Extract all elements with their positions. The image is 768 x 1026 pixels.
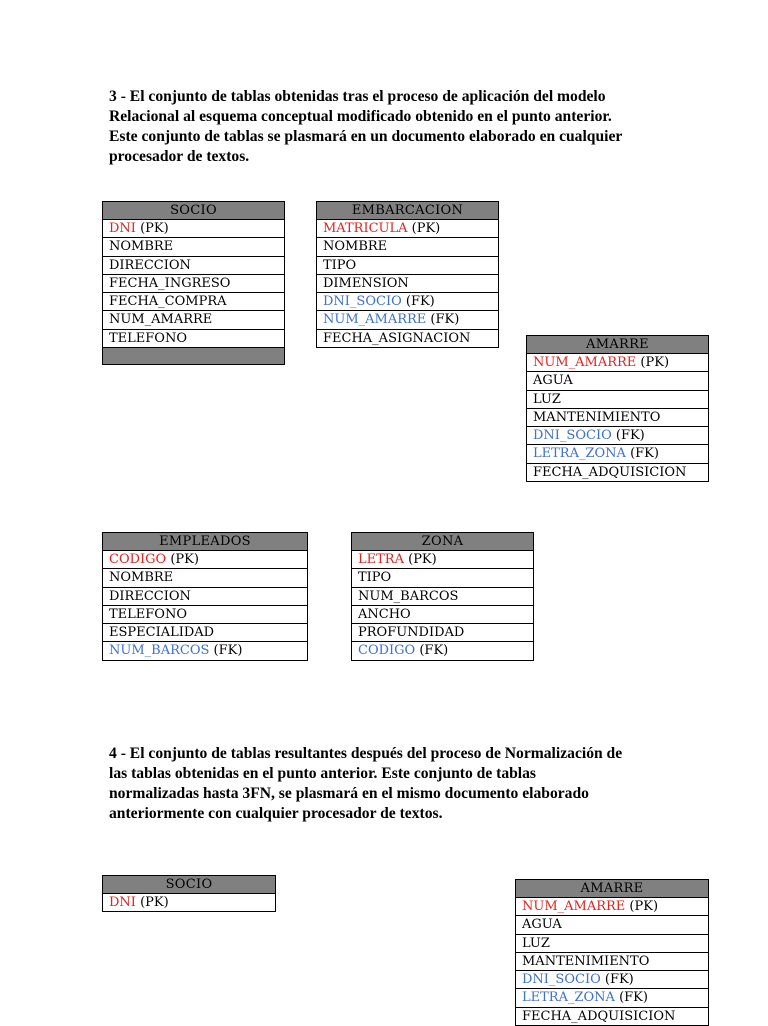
section-4-line: 4 - El conjunto de tablas resultantes después del proceso de Normalización de (109, 745, 623, 762)
table-row (516, 989, 708, 1007)
field-name: FECHA_ADQUISICION (533, 464, 687, 480)
field-name: ANCHO (358, 606, 411, 622)
table-row (317, 293, 498, 311)
field-name-fk: DNI_SOCIO (323, 294, 402, 310)
table-row (317, 257, 498, 275)
table-row (103, 624, 307, 642)
table-row (527, 372, 708, 390)
field-name-pk: MATRICULA (323, 221, 408, 236)
table-amarre-normalized (515, 879, 709, 1026)
field-name: DIRECCION (109, 257, 191, 273)
field-name: AGUA (522, 917, 562, 933)
table-row (352, 588, 533, 606)
table-row (317, 330, 498, 347)
table-row (103, 275, 284, 293)
field-name-fk: NUM_AMARRE (323, 312, 427, 328)
key-marker: (FK) (209, 643, 243, 659)
section-3-paragraph (109, 87, 719, 167)
table-row (103, 894, 275, 911)
field-name: MANTENIMIENTO (522, 953, 650, 969)
table-row (103, 238, 284, 256)
field-name: FECHA_ADQUISICION (522, 1008, 676, 1024)
table-header: EMPLEADOS (103, 533, 307, 551)
key-marker: (PK) (135, 895, 169, 910)
table-row (516, 971, 708, 989)
field-name-fk: LETRA_ZONA (522, 990, 615, 1006)
table-row (103, 293, 284, 311)
key-marker: (PK) (625, 899, 659, 914)
table-header: ZONA (352, 533, 533, 551)
table-row (516, 898, 708, 916)
field-name: NOMBRE (323, 239, 388, 255)
field-name: TELEFONO (109, 606, 187, 622)
table-footer (103, 348, 284, 364)
table-row (527, 409, 708, 427)
field-name: NOMBRE (109, 570, 174, 586)
key-marker: (PK) (135, 221, 169, 236)
field-name-fk: DNI_SOCIO (533, 428, 612, 444)
table-row (527, 354, 708, 372)
table-row (103, 642, 307, 659)
field-name-pk: NUM_AMARRE (533, 355, 637, 370)
field-name-fk: DNI_SOCIO (522, 972, 601, 988)
table-row (516, 916, 708, 934)
table-row (317, 275, 498, 293)
table-row (103, 551, 307, 569)
section-4-line: anteriormente con cualquier procesador de textos. (109, 805, 443, 822)
field-name: PROFUNDIDAD (358, 625, 465, 641)
table-row (103, 257, 284, 275)
table-socio-normalized (102, 875, 276, 912)
table-row (527, 445, 708, 463)
key-marker: (FK) (614, 990, 648, 1006)
table-row (516, 953, 708, 971)
field-name-pk: DNI (109, 221, 136, 236)
field-name-pk: LETRA (358, 552, 404, 567)
table-amarre (526, 335, 709, 482)
field-name: NOMBRE (109, 239, 174, 255)
key-marker: (FK) (401, 294, 435, 310)
table-embarcacion (316, 201, 499, 348)
field-name: FECHA_INGRESO (109, 275, 231, 291)
section-4-paragraph (109, 744, 719, 824)
table-header: SOCIO (103, 876, 275, 894)
table-row (352, 551, 533, 569)
field-name-pk: DNI (109, 895, 136, 910)
section-3-line: Este conjunto de tablas se plasmará en un documento elaborado en cualquier (109, 128, 623, 145)
table-row (103, 569, 307, 587)
field-name: MANTENIMIENTO (533, 409, 661, 425)
table-row (352, 642, 533, 659)
section-3-line: procesador de textos. (109, 148, 250, 165)
table-row (317, 311, 498, 329)
field-name: NUM_AMARRE (109, 312, 213, 328)
key-marker: (FK) (426, 312, 460, 328)
section-3-line: Relacional al esquema conceptual modificado obtenido en el punto anterior. (109, 108, 612, 125)
field-name-fk: NUM_BARCOS (109, 643, 210, 659)
key-marker: (FK) (625, 446, 659, 462)
section-3-line: 3 - El conjunto de tablas obtenidas tras el proceso de aplicación del modelo (109, 88, 606, 105)
table-row (527, 464, 708, 481)
key-marker: (FK) (611, 428, 645, 444)
table-header: AMARRE (527, 336, 708, 354)
field-name: NUM_BARCOS (358, 588, 459, 604)
key-marker: (FK) (415, 643, 449, 659)
table-row (352, 606, 533, 624)
table-row (352, 624, 533, 642)
table-row (103, 220, 284, 238)
field-name: LUZ (522, 935, 550, 951)
key-marker: (PK) (407, 221, 441, 236)
table-row (516, 935, 708, 953)
table-socio (102, 201, 285, 365)
field-name: FECHA_COMPRA (109, 294, 227, 310)
table-zona (351, 532, 534, 661)
field-name: DIMENSION (323, 275, 409, 291)
table-empleados (102, 532, 308, 661)
field-name: LUZ (533, 391, 561, 407)
key-marker: (FK) (600, 972, 634, 988)
table-header: EMBARCACION (317, 202, 498, 220)
field-name: DIRECCION (109, 588, 191, 604)
field-name: TIPO (358, 570, 392, 586)
key-marker: (PK) (403, 552, 437, 567)
field-name: TELEFONO (109, 330, 187, 346)
table-header: AMARRE (516, 880, 708, 898)
field-name: FECHA_ASIGNACION (323, 330, 471, 346)
table-row (527, 391, 708, 409)
section-4-line: las tablas obtenidas en el punto anterior. Este conjunto de tablas (109, 765, 537, 782)
field-name: TIPO (323, 257, 357, 273)
field-name-fk: LETRA_ZONA (533, 446, 626, 462)
table-row (527, 427, 708, 445)
field-name-fk: CODIGO (358, 643, 416, 659)
table-row (103, 330, 284, 348)
table-row (103, 311, 284, 329)
table-header: SOCIO (103, 202, 284, 220)
table-row (317, 238, 498, 256)
field-name-pk: NUM_AMARRE (522, 899, 626, 914)
field-name: AGUA (533, 373, 573, 389)
field-name-pk: CODIGO (109, 552, 167, 567)
table-row (103, 606, 307, 624)
table-row (352, 569, 533, 587)
table-row (103, 588, 307, 606)
section-4-line: normalizadas hasta 3FN, se plasmará en el mismo documento elaborado (109, 785, 589, 802)
key-marker: (PK) (636, 355, 670, 370)
field-name: ESPECIALIDAD (109, 625, 215, 641)
key-marker: (PK) (166, 552, 199, 567)
table-row (317, 220, 498, 238)
table-row (516, 1008, 708, 1025)
